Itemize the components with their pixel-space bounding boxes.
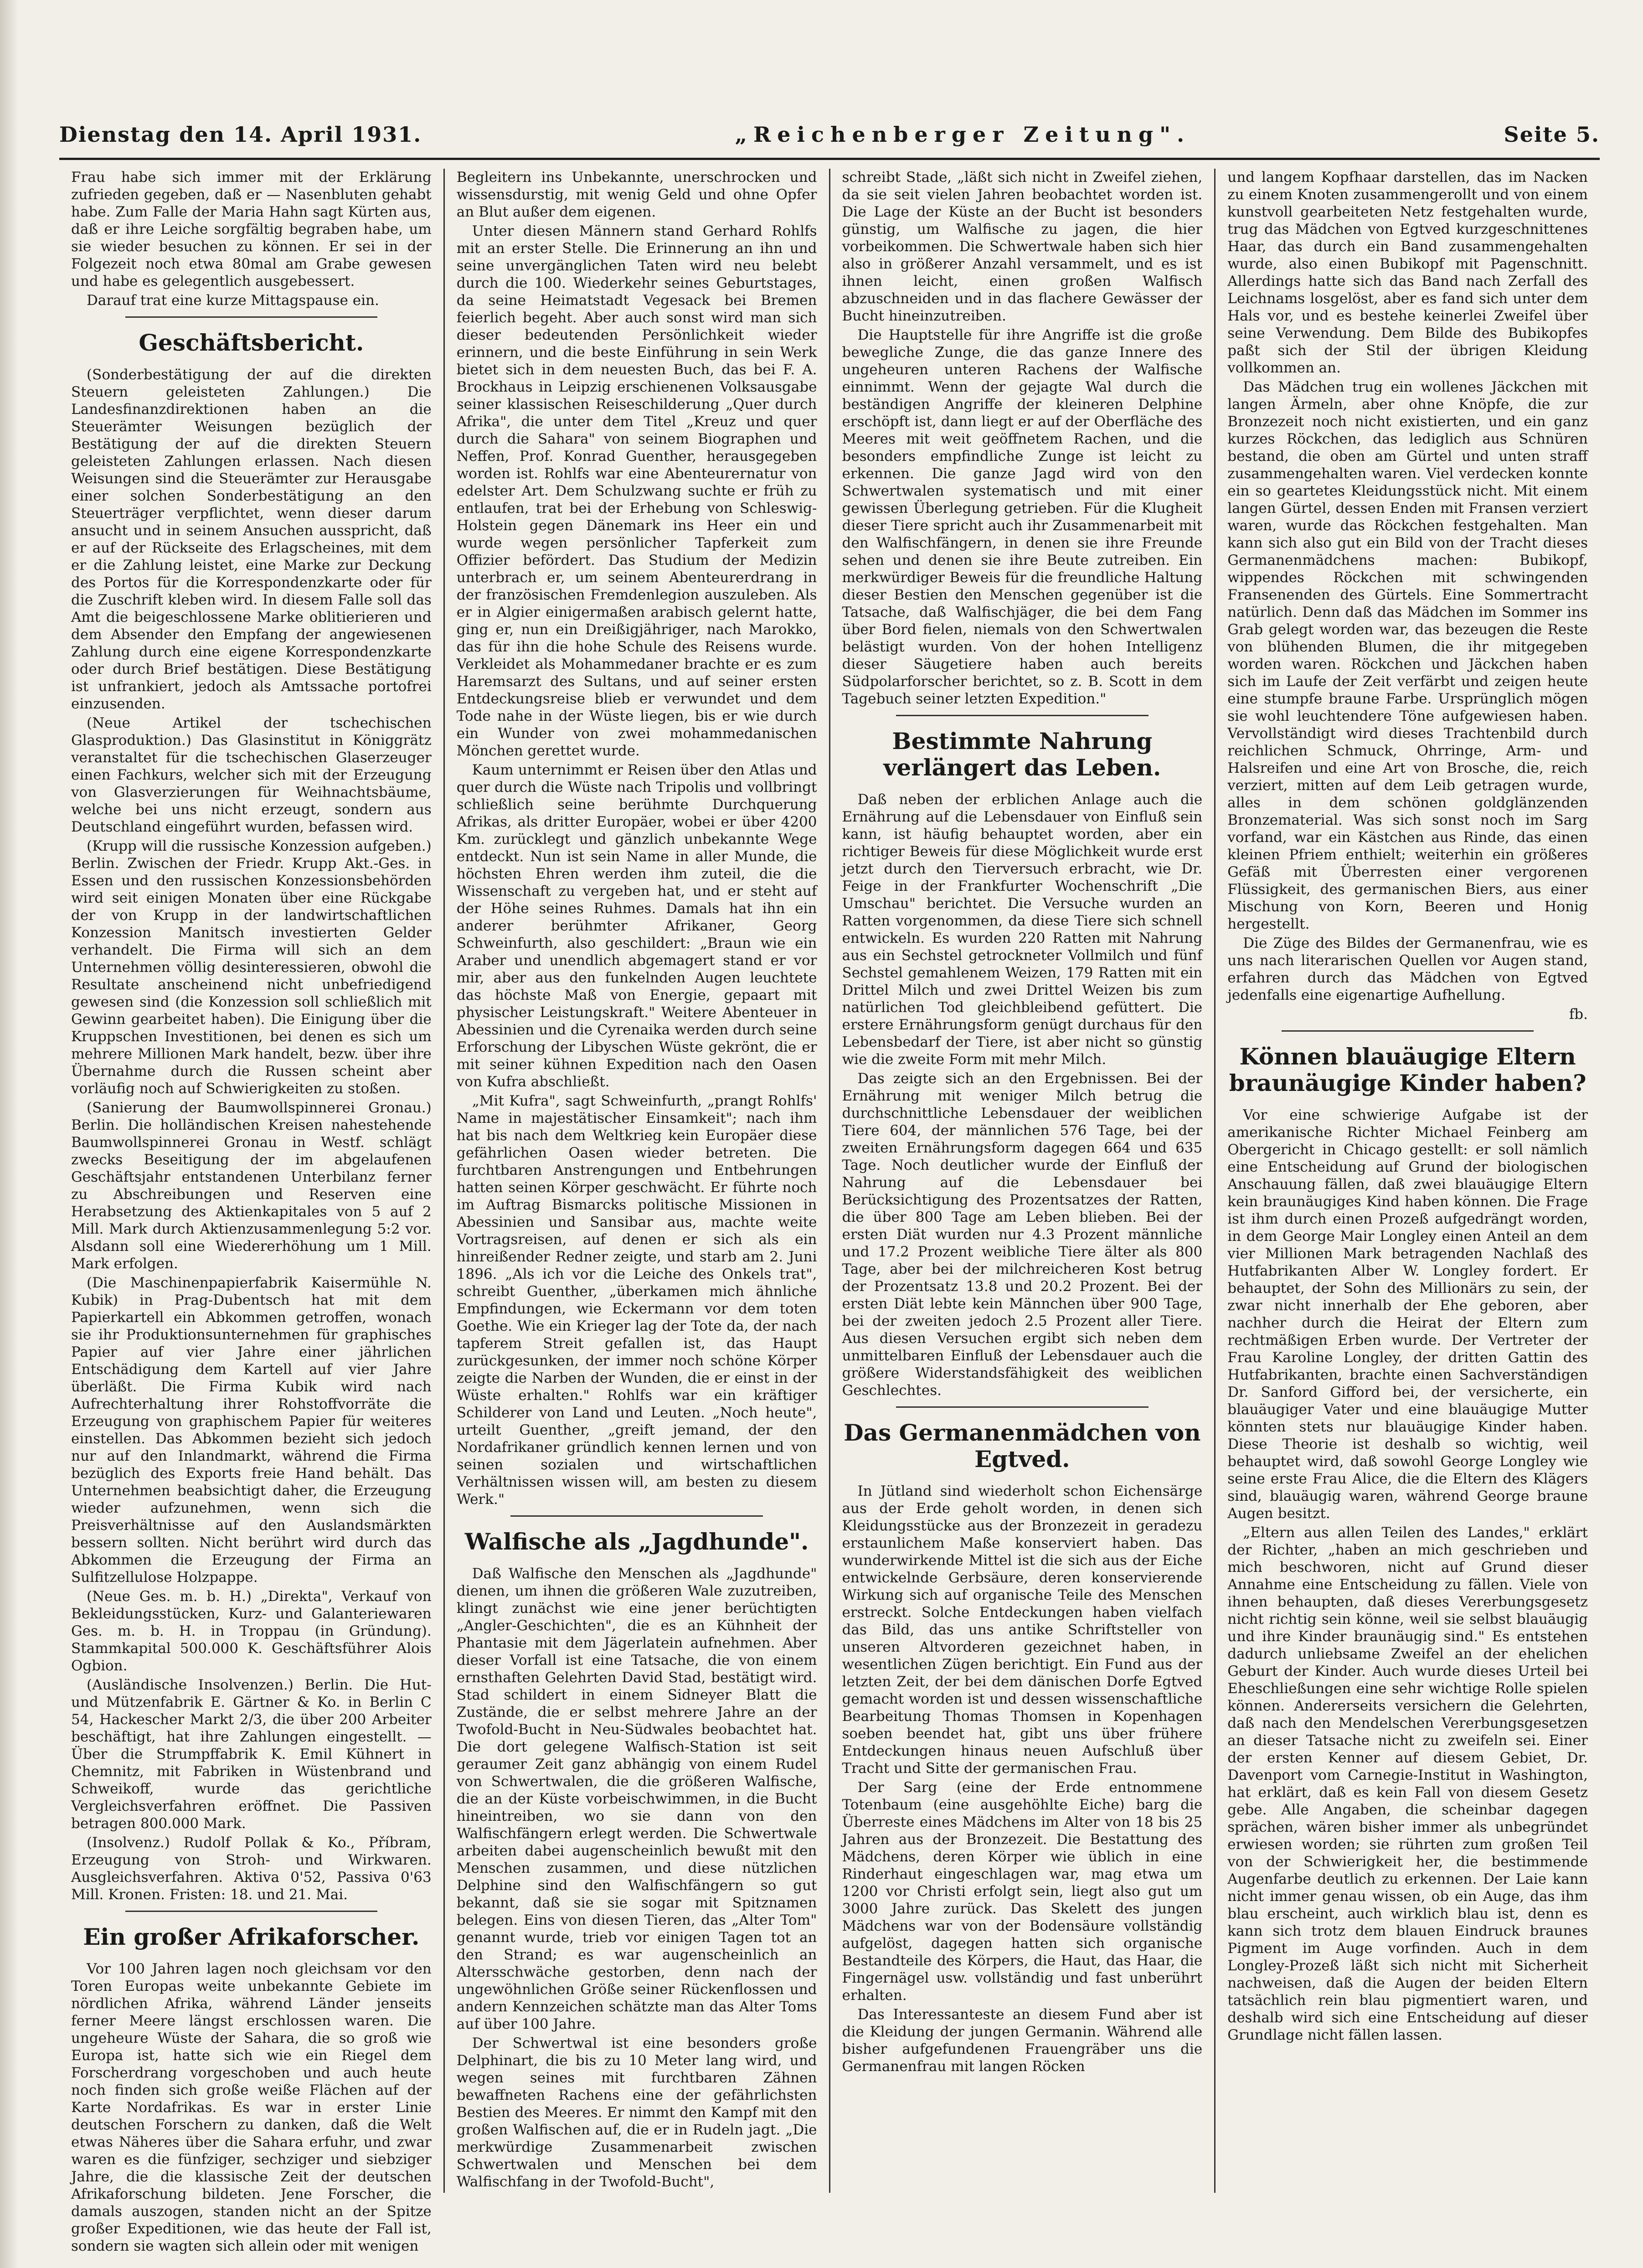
header-rule: [59, 158, 1600, 160]
heading-business-report: Geschäftsbericht.: [139, 329, 364, 356]
header-title: „Reichenberger Zeitung".: [735, 122, 1191, 147]
divider: [125, 1911, 378, 1912]
header-date: Dienstag den 14. April 1931.: [59, 122, 422, 147]
heading-whales: Walfische als „Jagdhunde".: [464, 1528, 809, 1555]
newspaper-page: [59, 114, 1600, 2254]
header-page-number: Seite 5.: [1504, 122, 1600, 147]
paragraph: Das Interessanteste an diesem Fund aber ist die Kleidung der jungen Germanin. Während alle bisher aufgefundenen Frauengräber uns die Germanenfrau mit langen Röcken: [842, 2006, 1203, 2075]
heading-nutrition: [842, 728, 1203, 781]
paragraph: Das Mädchen trug ein wollenes Jäckchen mit langen Ärmeln, aber ohne Knöpfe, die zur Bronzezeit noch nicht existierten, und ein ganz kurzes Röckchen, das lediglich aus Schnüren bestand, die oben am Gürtel und unten straff zusammengehalten waren. Viel verdecken konnte ein so geartetes Kleidungsstück nicht. Mit einem langen Gürtel, dessen Enden mit Fransen verziert waren, wurde das Röckchen festgehalten. Man kann sich also gut ein Bild von der Tracht dieses Germanenmädchens machen: Bubikopf, wippendes Röckchen mit schwingenden Fransenenden des Gürtels. Eine Sommertracht natürlich. Denn daß das Mädchen im Sommer ins Grab gelegt worden war, das bezeugen die Reste von blühenden Blumen, die ihr mitgegeben worden waren. Röckchen und Jäckchen haben sich im Laufe der Zeit verfärbt und zeigen heute eine stumpfe braune Farbe. Ursprünglich mögen sie wohl leuchtendere Töne aufgewiesen haben. Vervollständigt wird dieses Trachtenbild durch reichlichen Schmuck, Ohrringe, Arm- und Halsreifen und eine Art von Brosche, die, reich verziert, mitten auf dem Leib getragen wurde, alles in dem schönen goldglänzenden Bronzematerial. Was sich sonst noch im Sarg vorfand, war ein Kästchen aus Rinde, das einen kleinen Pfriem enthielt; weiterhin ein größeres Gefäß mit Überresten einer vergorenen Flüssigkeit, des germanischen Biers, aus einer Mischung von Korn, Beeren und Honig hergestellt.: [1227, 379, 1588, 932]
divider: [510, 1515, 763, 1517]
paragraph: Daß neben der erblichen Anlage auch die Ernährung auf die Lebensdauer von Einfluß sein kann, ist häufig behauptet worden, aber ein richtiger Beweis für diese Möglichkeit wurde erst jetzt durch den Tierversuch erbracht, wie Dr. Feige in der Frankfurter Wochenschrift „Die Umschau" berichtet. Die Versuche wurden an Ratten vorgenommen, da diese Tiere sich schnell entwickeln. Es wurden 220 Ratten mit Nahrung aus ein Sechstel getrockneter Vollmilch und fünf Sechstel gemahlenem Weizen, 179 Ratten mit ein Drittel Milch und zwei Drittel Weizen bis zum natürlichen Tod gleichbleibend gefüttert. Die erstere Ernährungsform genügt durchaus für den Lebensbedarf der Tiere, ist aber nicht so günstig wie die zweite Form mit mehr Milch.: [842, 791, 1203, 1068]
paragraph: und langem Kopfhaar darstellen, das im Nacken zu einem Knoten zusammengerollt und von einem kunstvoll gearbeiteten Netz festgehalten wurde, trug das Mädchen von Egtved kurzgeschnittenes Haar, das durch ein Band zusammengehalten wurde, also einen Bubikopf mit Pagenschnitt. Allerdings hatte sich das Band nach Zerfall des Leichnams losgelöst, aber es fand sich unter dem Hals vor, und es bestehe keinerlei Zweifel über seine Verwendung. Dem Bilde des Bubikopfes paßt sich der Stil der übrigen Kleidung vollkommen an.: [1227, 169, 1588, 376]
paragraph: (Krupp will die russische Konzession aufgeben.) Berlin. Zwischen der Friedr. Krupp Akt.-Ges. in Essen und den russischen Konzessionsbehörden wird seit einigen Monaten über eine Rückgabe der von Krupp in der landwirtschaftlichen Konzession Manitsch investierten Gelder verhandelt. Die Firma will sich an dem Unternehmen völlig desinteressieren, obwohl die Resultate anscheinend nicht unbefriedigend gewesen sind (die Konzession soll schließlich mit Gewinn gearbeitet haben). Die Einigung über die Kruppschen Investitionen, bei denen es sich um mehrere Millionen Mark handelt, bezw. über ihre Übernahme durch die Russen scheint aber vorläufig noch auf Schwierigkeiten zu stoßen.: [71, 838, 432, 1097]
column-4: [1214, 169, 1600, 2193]
page-header: [59, 114, 1600, 155]
heading-blue-eyes: [1227, 1044, 1588, 1096]
paragraph: Der Schwertwal ist eine besonders große Delphinart, die bis zu 10 Meter lang wird, und wegen seines mit furchtbaren Zähnen bewaffneten Rachens eine der gefährlichsten Bestien des Meeres. Er nimmt den Kampf mit den großen Walfischen auf, die er in Rudeln jagt. „Die merkwürdige Zusammenarbeit zwischen Schwertwalen und Menschen bei dem Walfischfang in der Twofold-Bucht",: [456, 2035, 817, 2190]
paragraph: (Die Maschinenpapierfabrik Kaisermühle N. Kubik) in Prag-Dubentsch hat mit dem Papierkartell ein Abkommen getroffen, wonach sie ihr Produktionsunternehmen für graphisches Papier auf vier Jahre einer jährlichen Entschädigung dem Kartell auf vier Jahre überläßt. Die Firma Kubik wird nach Aufrechterhaltung ihrer Rohstoffvorräte die Erzeugung von graphischem Papier für weiteres einstellen. Das Abkommen bezieht sich jedoch nur auf den Inlandmarkt, während die Firma bezüglich des Exports freie Hand behält. Das Unternehmen beabsichtigt daher, die Erzeugung wieder aufzunehmen, wenn sich die Preisverhältnisse auf den Auslandsmärkten bessern sollten. Nicht berührt wird durch das Abkommen die Erzeugung der Firma an Sulfitzellulose Holzpappe.: [71, 1275, 432, 1586]
paragraph: (Sonderbestätigung der auf die direkten Steuern geleisteten Zahlungen.) Die Landesfinanzdirektionen haben an die Steuerämter Weisungen bezüglich der Bestätigung der auf die direkten Steuern geleisteten Zahlungen erlassen. Nach diesen Weisungen sind die Steuerämter zur Herausgabe einer solchen Sonderbestätigung an den Steuerträger verpflichtet, wenn dieser darum ansucht und in seinem Ansuchen ausspricht, daß er auf der Rückseite des Erlagscheines, mit dem er die Zahlung leistet, eine Marke zur Deckung des Portos für die Korrespondenzkarte oder für die Zuschrift kleben wird. In diesem Falle soll das Amt die beigeschlossene Marke oblitierieren und dem Absender den Empfang der angewiesenen Zahlung durch eine eigene Korrespondenzkarte oder durch Brief bestätigen. Diese Bestätigung ist unfrankiert, jedoch als Amtssache portofrei einzusenden.: [71, 367, 432, 712]
paragraph: „Mit Kufra", sagt Schweinfurth, „prangt Rohlfs' Name in majestätischer Einsamkeit"; nach ihm hat bis nach dem Weltkrieg kein Europäer diese gefährlichen Oasen wieder betreten. Die furchtbaren Anstrengungen und Entbehrungen hatten seinen Körper geschwächt. Er führte noch im Auftrag Bismarcks politische Missionen in Abessinien und Sansibar aus, machte weite Vortragsreisen, auf denen er sich als ein hinreißender Redner zeigte, und starb am 2. Juni 1896. „Als ich vor die Leiche des Onkels trat", schreibt Guenther, „überkamen mich ähnliche Empfindungen, wie Eckermann vor dem toten Goethe. Wie ein Krieger lag der Tote da, der nach tapferem Streit gefallen ist, das Haupt zurückgesunken, der immer noch schöne Körper zeigte die Narben der Wunden, die er einst in der Wüste erhalten." Rohlfs war ein kräftiger Schilderer von Land und Leuten. „Noch heute", urteilt Guenther, „greift jemand, der den Nordafrikaner gründlich kennen lernen und von seinen sozialen und wirtschaftlichen Verhältnissen wissen will, am besten zu diesem Werk.": [456, 1093, 817, 1508]
heading-blue-eyes-line-2: braunäugige Kinder haben?: [1229, 1069, 1586, 1096]
paragraph: „Eltern aus allen Teilen des Landes," erklärt der Richter, „haben an mich geschrieben und mich beschworen, nicht auf Grund dieser Annahme eine Entscheidung zu fällen. Viele von ihnen behaupten, daß dieses Vererbungsgesetz nicht richtig sein könne, weil sie selbst blauäugig und ihre Kinder braunäugig sind." Es entstehen dadurch unliebsame Zweifel an der ehelichen Geburt der Kinder. Auch wurde dieses Urteil bei Eheschließungen eine sehr wichtige Rolle spielen können. Andererseits versichern die Gelehrten, daß nach den Mendelschen Vererbungsgesetzen an dieser Tatsache nicht zu zweifeln sei. Einer der ersten Kenner auf diesem Gebiet, Dr. Davenport vom Carnegie-Institut in Washington, hat erklärt, daß es kein Fall von diesem Gesetz gebe. Alle Angaben, die scheinbar dagegen sprächen, wären bisher immer als unbegründet erwiesen worden; sie rührten zum großen Teil von der Schwierigkeit her, die bestimmende Augenfarbe deutlich zu erkennen. Der Laie kann nicht immer genau wissen, ob ein Auge, das ihm blau erscheint, auch wirklich blau ist, denn es kann sich trotz dem blauen Eindruck braunes Pigment im Auge vorfinden. Auch in dem Longley-Prozeß läßt sich nicht mit Sicherheit nachweisen, daß die Augen der beiden Eltern tatsächlich rein blau pigmentiert waren, und deshalb wird sich eine Entscheidung auf dieser Grundlage nicht fällen lassen.: [1227, 1524, 1588, 2043]
paragraph: Begleitern ins Unbekannte, unerschrocken und wissensdurstig, mit wenig Geld und ohne Opfer an Blut außer dem eigenen.: [456, 169, 817, 220]
paragraph: Die Züge des Bildes der Germanenfrau, wie es uns nach literarischen Quellen vor Augen stand, erfahren durch das Mädchen von Egtved jedenfalls eine eigenartige Aufhellung.: [1227, 935, 1588, 1003]
paragraph: In Jütland sind wiederholt schon Eichensärge aus der Erde geholt worden, in denen sich Kleidungsstücke aus der Bronzezeit in geradezu erstaunlichem Maße konserviert haben. Das wunderwirkende Mittel ist die sich aus der Eiche entwickelnde Gerbsäure, deren konservierende Wirkung sich auf organische Teile des Menschen erstreckt. Solche Entdeckungen haben vielfach das Bild, das uns antike Schriftsteller von unseren Altvorderen gezeichnet haben, in wesentlichen Zügen berichtigt. Ein Fund aus der letzten Zeit, der bei dem dänischen Dorfe Egtved gemacht worden ist und dessen wissenschaftliche Bearbeitung Thomas Thomsen in Kopenhagen soeben beendet hat, gibt uns über frühere Entdeckungen hinaus neuen Aufschluß über Tracht und Sitte der germanischen Frau.: [842, 1483, 1203, 1777]
paragraph: (Insolvenz.) Rudolf Pollak & Ko., Příbram, Erzeugung von Stroh- und Wirkwaren. Ausgleichsverfahren. Aktiva 0'52, Passiva 0'63 Mill. Kronen. Fristen: 18. und 21. Mai.: [71, 1834, 432, 1903]
page-edge-shadow: [0, 0, 18, 2268]
paragraph: Vor 100 Jahren lagen noch gleichsam vor den Toren Europas weite unbekannte Gebiete im nördlichen Afrika, während Länder jenseits ferner Meere längst erschlossen waren. Die ungeheure Wüste der Sahara, die so groß wie Europa ist, hatte sich wie ein Riegel dem Forscherdrang vorgeschoben und auch heute noch finden sich große weiße Flächen auf der Karte Nordafrikas. Es war in erster Linie deutschen Forschern zu danken, daß die Welt etwas Näheres über die Sahara erfuhr, und zwar waren es die fünfziger, sechziger und siebziger Jahre, die die klassische Zeit der deutschen Afrikaforschung bildeten. Jene Forscher, die damals auszogen, standen nicht an der Spitze großer Expeditionen, wie das heute der Fall ist, sondern sie wagten sich allein oder mit wenigen: [71, 1961, 432, 2254]
author-signature: fb.: [1569, 1006, 1588, 1023]
paragraph: Der Sarg (eine der Erde entnommene Totenbaum (eine ausgehöhlte Eiche) barg die Überreste eines Mädchens im Alter von 18 bis 25 Jahren aus der Bronzezeit. Die Bestattung des Mädchens, deren Körper wie üblich in eine Rinderhaut eingeschlagen war, mag etwa um 1200 vor Christi erfolgt sein, liegt also gut um 3000 Jahre zurück. Das Skelett des jungen Mädchens war von der Bodensäure vollständig aufgelöst, dagegen hatten sich organische Bestandteile des Körpers, die Haut, das Haar, die Fingernägel usw. vollständig und fast unberührt erhalten.: [842, 1779, 1203, 2004]
column-2: [443, 169, 829, 2193]
heading-africa-explorer: Ein großer Afrikaforscher.: [83, 1923, 420, 1950]
paragraph: Darauf trat eine kurze Mittagspause ein.: [87, 292, 379, 309]
heading-nutrition-line-2: verlängert das Leben.: [883, 754, 1161, 781]
paragraph: schreibt Stade, „läßt sich nicht in Zweifel ziehen, da sie seit vielen Jahren beobachtet worden ist. Die Lage der Küste an der Bucht ist besonders günstig, um Walfische zu jagen, die hier vorbeikommen. Die Schwertwale haben sich hier also in größerer Anzahl versammelt, und es ist ihnen leicht, einen großen Walfisch abzuschneiden und in das flachere Gewässer der Bucht hineinzutreiben.: [842, 169, 1203, 324]
paragraph: Frau habe sich immer mit der Erklärung zufrieden gegeben, daß er — Nasenbluten gehabt habe. Zum Falle der Maria Hahn sagt Kürten aus, daß er ihre Leiche sorgfältig begraben habe, um sie wieder besuchen zu können. Er sei in der Folgezeit noch etwa 80mal am Grabe gewesen und habe es gelegentlich ausgebessert.: [71, 169, 432, 289]
column-3: [829, 169, 1215, 2193]
divider: [1282, 1030, 1534, 1032]
heading-nutrition-line-1: Bestimmte Nahrung: [892, 728, 1153, 754]
paragraph: Kaum unternimmt er Reisen über den Atlas und quer durch die Wüste nach Tripolis und vollbringt schließlich seine berühmte Durchquerung Afrikas, als dritter Europäer, wobei er über 4200 Km. zurücklegt und gänzlich unbekannte Wege entdeckt. Nun ist sein Name in aller Munde, die höchsten Ehren werden ihm zuteil, die die Wissenschaft zu vergeben hat, und er steht auf der Höhe seines Ruhmes. Damals hat ihn ein anderer berühmter Afrikaner, Georg Schweinfurth, also geschildert: „Braun wie ein Araber und unendlich abgemagert stand er vor mir, aber aus den funkelnden Augen leuchtete das höchste Maß von Energie, gepaart mit physischer Leistungskraft." Weitere Abenteuer in Abessinien und die Cyrenaika werden durch seine Erforschung der Libyschen Wüste gekrönt, die er mit seiner kühnen Expedition nach den Oasen von Kufra abschließt.: [456, 762, 817, 1090]
divider: [125, 316, 378, 318]
paragraph: (Ausländische Insolvenzen.) Berlin. Die Hut- und Mützenfabrik E. Gärtner & Ko. in Berlin C 54, Hackescher Markt 2/3, die über 200 Arbeiter beschäftigt, hat ihre Zahlungen eingestellt. — Über die Strumpffabrik K. Emil Kühnert in Chemnitz, mit Fabriken in Wüstenbrand und Schweikoff, wurde das gerichtliche Vergleichsverfahren eröffnet. Die Passiven betragen 800.000 Mark.: [71, 1677, 432, 1832]
paragraph: Daß Walfische den Menschen als „Jagdhunde" dienen, um ihnen die größeren Wale zuzutreiben, klingt zunächst wie eine jener berüchtigten „Angler-Geschichten", die es an Kühnheit der Phantasie mit dem Jägerlatein aufnehmen. Aber dieser Vorfall ist eine Tatsache, die von einem ernsthaften Gelehrten David Stad, bestätigt wird. Stad schildert in einem Sidneyer Blatt die Zustände, die er selbst mehrere Jahre an der Twofold-Bucht in Neu-Südwales beobachtet hat. Die dort gelegene Walfisch-Station ist seit geraumer Zeit ganz abhängig von einem Rudel von Schwertwalen, die die größeren Walfische, die an der Küste vorbeischwimmen, in die Bucht hineintreiben, wo sie dann von den Walfischfängern erlegt werden. Die Schwertwale arbeiten dabei augenscheinlich bewußt mit den Menschen zusammen, und diese nützlichen Delphine sind den Walfischfängern so gut bekannt, daß sie sie sogar mit Spitznamen belegen. Eins von diesen Tieren, das „Alter Tom" genannt wurde, trieb vor einigen Tagen tot an den Strand; es war augenscheinlich an Altersschwäche gestorben, denn nach der ungewöhnlichen Größe seiner Rückenflossen und andern Kennzeichen schätzte man das Alter Toms auf über 100 Jahre.: [456, 1565, 817, 2032]
paragraph: Unter diesen Männern stand Gerhard Rohlfs mit an erster Stelle. Die Erinnerung an ihn und seine unvergänglichen Taten wird neu belebt durch die 100. Wiederkehr seines Geburtstages, da seine Heimatstadt Vegesack bei Bremen feierlich begeht. Aber auch sonst wird man sich dieser bedeutenden Persönlichkeit wieder erinnern, und die beste Einführung in sein Werk bietet sich in dem neuesten Buch, das bei F. A. Brockhaus in Leipzig erschienenen Volksausgabe seiner klassischen Reiseschilderung „Quer durch Afrika", die unter dem Titel „Kreuz und quer durch die Sahara" von seinem Biographen und Neffen, Prof. Konrad Guenther, herausgegeben worden ist. Rohlfs war eine Abenteurernatur von edelster Art. Dem Schulzwang suchte er früh zu entlaufen, trat bei der Erhebung von Schleswig-Holstein gegen Dänemark ins Heer ein und wurde wegen persönlicher Tapferkeit zum Offizier befördert. Das Studium der Medizin unterbrach er, um seinem Abenteurerdrang in der französischen Fremdenlegion auszuleben. Als er in Algier einigermaßen arabisch gelernt hatte, ging er, nun ein Dreißigjähriger, nach Marokko, das für ihn die hohe Schule des Reisens wurde. Verkleidet als Mohammedaner brachte er es zum Haremsarzt des Sultans, und auf seiner ersten Entdeckungsreise blieb er verwundet und dem Tode nahe in der Wüste liegen, bis er wie durch ein Wunder von zwei mohammedanischen Mönchen gerettet wurde.: [456, 223, 817, 759]
paragraph: Vor eine schwierige Aufgabe ist der amerikanische Richter Michael Feinberg am Obergericht in Chicago gestellt: er soll nämlich eine Entscheidung auf Grund der biologischen Anschauung fällen, daß zwei blauäugige Eltern kein braunäugiges Kind haben können. Die Frage ist ihm durch einen Prozeß aufgedrängt worden, in dem George Mair Longley einen Anteil an dem vier Millionen Mark betragenden Nachlaß des Hutfabrikanten Alber W. Longley fordert. Er behauptet, der Sohn des Millionärs zu sein, der zwar nicht innerhalb der Ehe geboren, aber nachher durch die Heirat der Eltern zum rechtmäßigen Erben wurde. Der Vertreter der Frau Karoline Longley, der dritten Gattin des Hutfabrikanten, brachte einen Sachverständigen Dr. Sanford Gifford bei, der versicherte, ein blauäugiger Vater und eine blauäugige Mutter könnten stets nur blauäugige Kinder haben. Diese Theorie ist deshalb so wichtig, weil behauptet wird, daß sowohl George Longley wie seine erste Frau Alice, die die Eltern des Klägers sind, blauäugig waren, während George braune Augen besitzt.: [1227, 1107, 1588, 1522]
heading-egtved-girl: Das Germanenmädchen von Egtved.: [844, 1419, 1201, 1472]
paragraph: (Neue Ges. m. b. H.) „Direkta", Verkauf von Bekleidungsstücken, Kurz- und Galanteriewaren Ges. m. b. H. in Troppau (in Gründung). Stammkapital 500.000 K. Geschäftsführer Alois Ogbion.: [71, 1588, 432, 1674]
paragraph: (Neue Artikel der tschechischen Glasproduktion.) Das Glasinstitut in Königgrätz veranstaltet für die tschechischen Glaserzeuger einen Fachkurs, welcher sich mit der Erzeugung von Glasverzierungen für Weihnachtsbäume, welche bei uns nicht erzeugt, sondern aus Deutschland eingeführt wurden, befassen wird.: [71, 715, 432, 835]
divider: [896, 715, 1149, 716]
paragraph: Die Hauptstelle für ihre Angriffe ist die große bewegliche Zunge, die das ganze Innere des ungeheuren unteren Rachens der Walfische einnimmt. Wenn der gejagte Wal durch die beständigen Angriffe der kleineren Delphine erschöpft ist, dann liegt er auf der Oberfläche des Meeres mit weit geöffnetem Rachen, und die besonders empfindliche Zunge ist leicht zu erkennen. Die ganze Jagd wird von den Schwertwalen systematisch und mit einer gewissen Überlegung getrieben. Für die Klugheit dieser Tiere spricht auch ihr Zusammenarbeit mit den Walfischfängern, in denen sie ihre Freunde sehen und denen sie ihre Beute zutreiben. Ein merkwürdiger Beweis für die freundliche Haltung dieser Bestien den Menschen gegenüber ist die Tatsache, daß Walfischjäger, die bei dem Fang über Bord fielen, niemals von den Schwertwalen belästigt wurden. Von der hohen Intelligenz dieser Säugetiere haben auch bereits Südpolarforscher berichtet, so z. B. Scott in dem Tagebuch seiner letzten Expedition.": [842, 327, 1203, 707]
column-1: [59, 169, 443, 2254]
paragraph: Das zeigte sich an den Ergebnissen. Bei der Ernährung mit weniger Milch betrug die durchschnittliche Lebensdauer der weiblichen Tiere 604, der männlichen 576 Tage, bei der zweiten Ernährungsform dagegen 664 und 635 Tage. Noch deutlicher wurde der Einfluß der Nahrung auf die Lebensdauer bei Berücksichtigung des Prozentsatzes der Ratten, die über 800 Tage am Leben blieben. Bei der ersten Diät wurden nur 4.3 Prozent männliche und 17.2 Prozent weibliche Tiere älter als 800 Tage, aber bei der milchreicheren Kost betrug der Prozentsatz 13.8 und 20.2 Prozent. Bei der ersten Diät lebte kein Männchen über 900 Tage, bei der zweiten jedoch 2.5 Prozent aller Tiere. Aus diesen Versuchen ergibt sich neben dem unmittelbaren Einfluß der Lebensdauer auch die größere Widerstandsfähigkeit des weiblichen Geschlechtes.: [842, 1070, 1203, 1399]
heading-blue-eyes-line-1: Können blauäugige Eltern: [1239, 1043, 1576, 1070]
divider: [896, 1406, 1149, 1408]
paragraph: (Sanierung der Baumwollspinnerei Gronau.) Berlin. Die holländischen Kreisen nahestehende Baumwollspinnerei Gronau in Westf. schlägt zwecks Beseitigung der im abgelaufenen Geschäftsjahr entstandenen Unterbilanz ferner zu Abschreibungen und Reserven eine Herabsetzung des Aktienkapitales von 5 auf 2 Mill. Mark durch Aktienzusammenlegung 5:2 vor. Alsdann soll eine Wiedererhöhung um 1 Mill. Mark erfolgen.: [71, 1100, 432, 1272]
article-columns: [59, 169, 1600, 2254]
